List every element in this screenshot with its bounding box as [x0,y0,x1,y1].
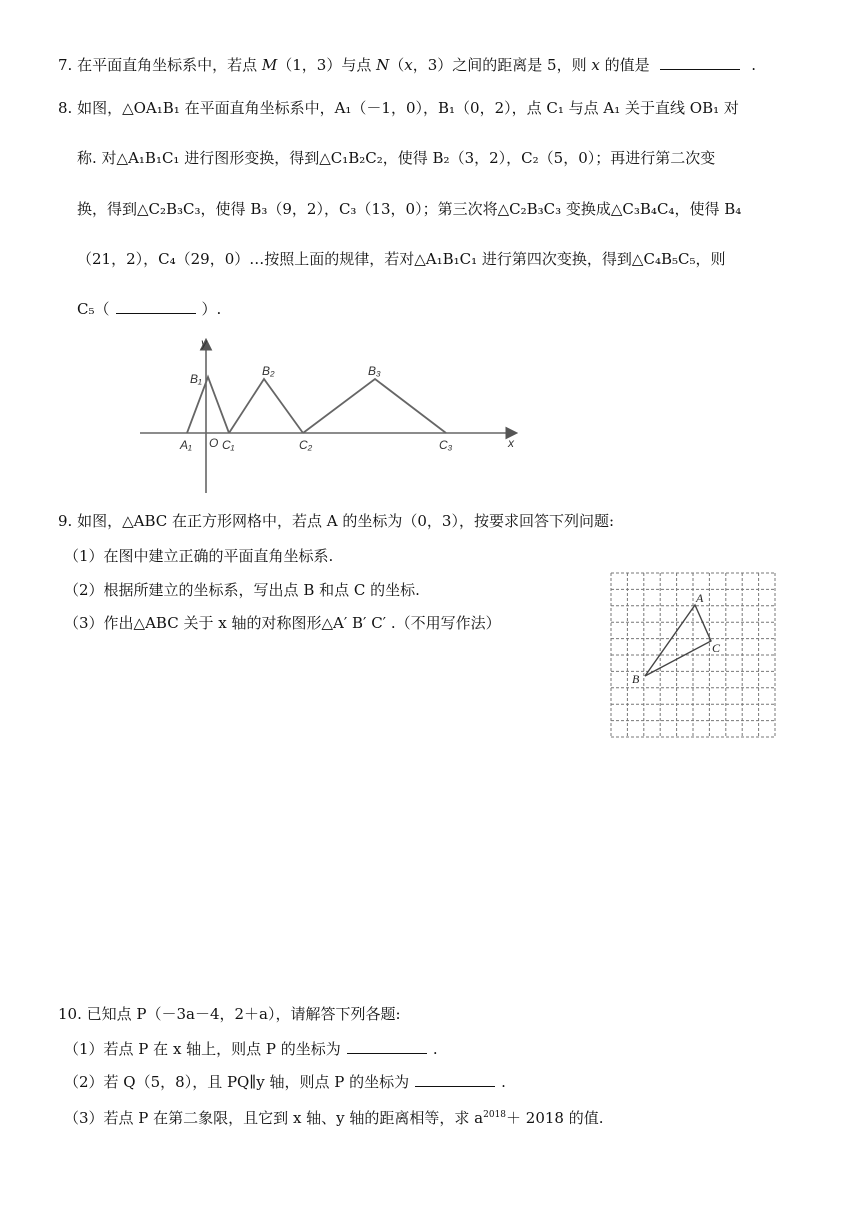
question-7 [58,54,756,76]
q8-triangle-figure [130,335,530,500]
q9-item-3: （3）作出△ABC 关于 x 轴的对称图形△A′ B′ C′ .（不用写作法） [64,614,501,632]
q7-number: 7. [58,56,73,74]
q10-line-1: 10. 已知点 P（－3a－4，2＋a），请解答下列各题: [58,1005,401,1023]
q8-line-2: 称. 对△A₁B₁C₁ 进行图形变换，得到△C₁B₂C₂，使得 B₂（3，2），C₂（5，0）；再进行第二次变 [77,149,716,167]
label-b1: B₁ [190,372,202,386]
label-c: C [712,641,721,655]
q9-grid-figure [610,572,778,740]
label-b2: B₂ [262,364,275,378]
q7-text-b: 的值是 [604,56,650,74]
q7-var-x: x [404,56,413,74]
triangle-abc [645,605,711,676]
q8-line-1: 8. 如图，△OA₁B₁ 在平面直角坐标系中，A₁（－1，0），B₁（0，2），点 C₁ 与点 A₁ 关于直线 OB₁ 对 [58,99,739,117]
q9-item-2: （2）根据所建立的坐标系，写出点 B 和点 C 的坐标. [64,581,420,599]
q7-end: . [751,56,756,74]
triangle-c2b3c3 [303,379,446,433]
q7-n-coord-b: ，3）之间的距离是 5，则 [412,56,587,74]
q9-line-1: 9. 如图，△ABC 在正方形网格中，若点 A 的坐标为（0，3），按要求回答下列问题: [58,512,615,530]
q7-var-x2: x [591,56,600,74]
q8-c5-close: ）. [201,300,222,318]
q9-item-1: （1）在图中建立正确的平面直角坐标系. [64,547,334,565]
label-a1: A₁ [180,438,192,452]
label-b: B [632,672,640,686]
q8-line-4: （21，2），C₄（29，0）…按照上面的规律，若对△A₁B₁C₁ 进行第四次变换，得到△C₄B₅C₅，则 [77,250,726,268]
q10-item-3-text: （3）若点 P 在第二象限，且它到 x 轴、y 轴的距离相等，求 a [64,1109,484,1127]
q8-answer-blank[interactable] [116,299,196,314]
x-axis-label: x [508,436,514,450]
q7-point-n: N [376,56,390,74]
label-o: O [209,436,219,450]
q7-answer-blank[interactable] [660,55,740,70]
q10-item-1 [64,1038,438,1060]
q10-item-3 [64,1104,604,1129]
q10-exponent: 2018 [483,1110,507,1120]
label-c2: C₂ [299,438,313,452]
q10-item-1-end: . [432,1040,438,1058]
label-c3: C₃ [439,438,453,452]
q7-m-coord: （1，3）与点 [277,56,372,74]
q8-line-3: 换，得到△C₂B₃C₃，使得 B₃（9，2），C₃（13，0）；第三次将△C₂B₃C₃ 变换成△C₃B₄C₄，使得 B₄ [77,200,742,218]
label-c1: C₁ [222,438,235,452]
y-axis-label: y [201,336,207,350]
q7-point-m: M [261,56,278,74]
q10-item-2 [64,1071,506,1093]
q10-item-1-text: （1）若点 P 在 x 轴上，则点 P 的坐标为 [64,1040,341,1058]
q7-text: 在平面直角坐标系中，若点 [77,56,258,74]
q10-item-2-blank[interactable] [415,1072,495,1087]
q10-item-2-text: （2）若 Q（5，8），且 PQ∥y 轴，则点 P 的坐标为 [64,1073,410,1091]
q10-item-2-end: . [501,1073,506,1091]
label-b3: B₃ [368,364,381,378]
q7-n-coord-a: （ [389,56,405,74]
q8-line-5 [77,298,221,320]
triangle-c1b2c2 [229,379,303,433]
q10-item-3-end: ＋ 2018 的值. [506,1109,604,1127]
q10-item-1-blank[interactable] [347,1039,427,1054]
label-a: A [696,591,704,605]
q8-c5-label: C₅（ [77,300,110,318]
